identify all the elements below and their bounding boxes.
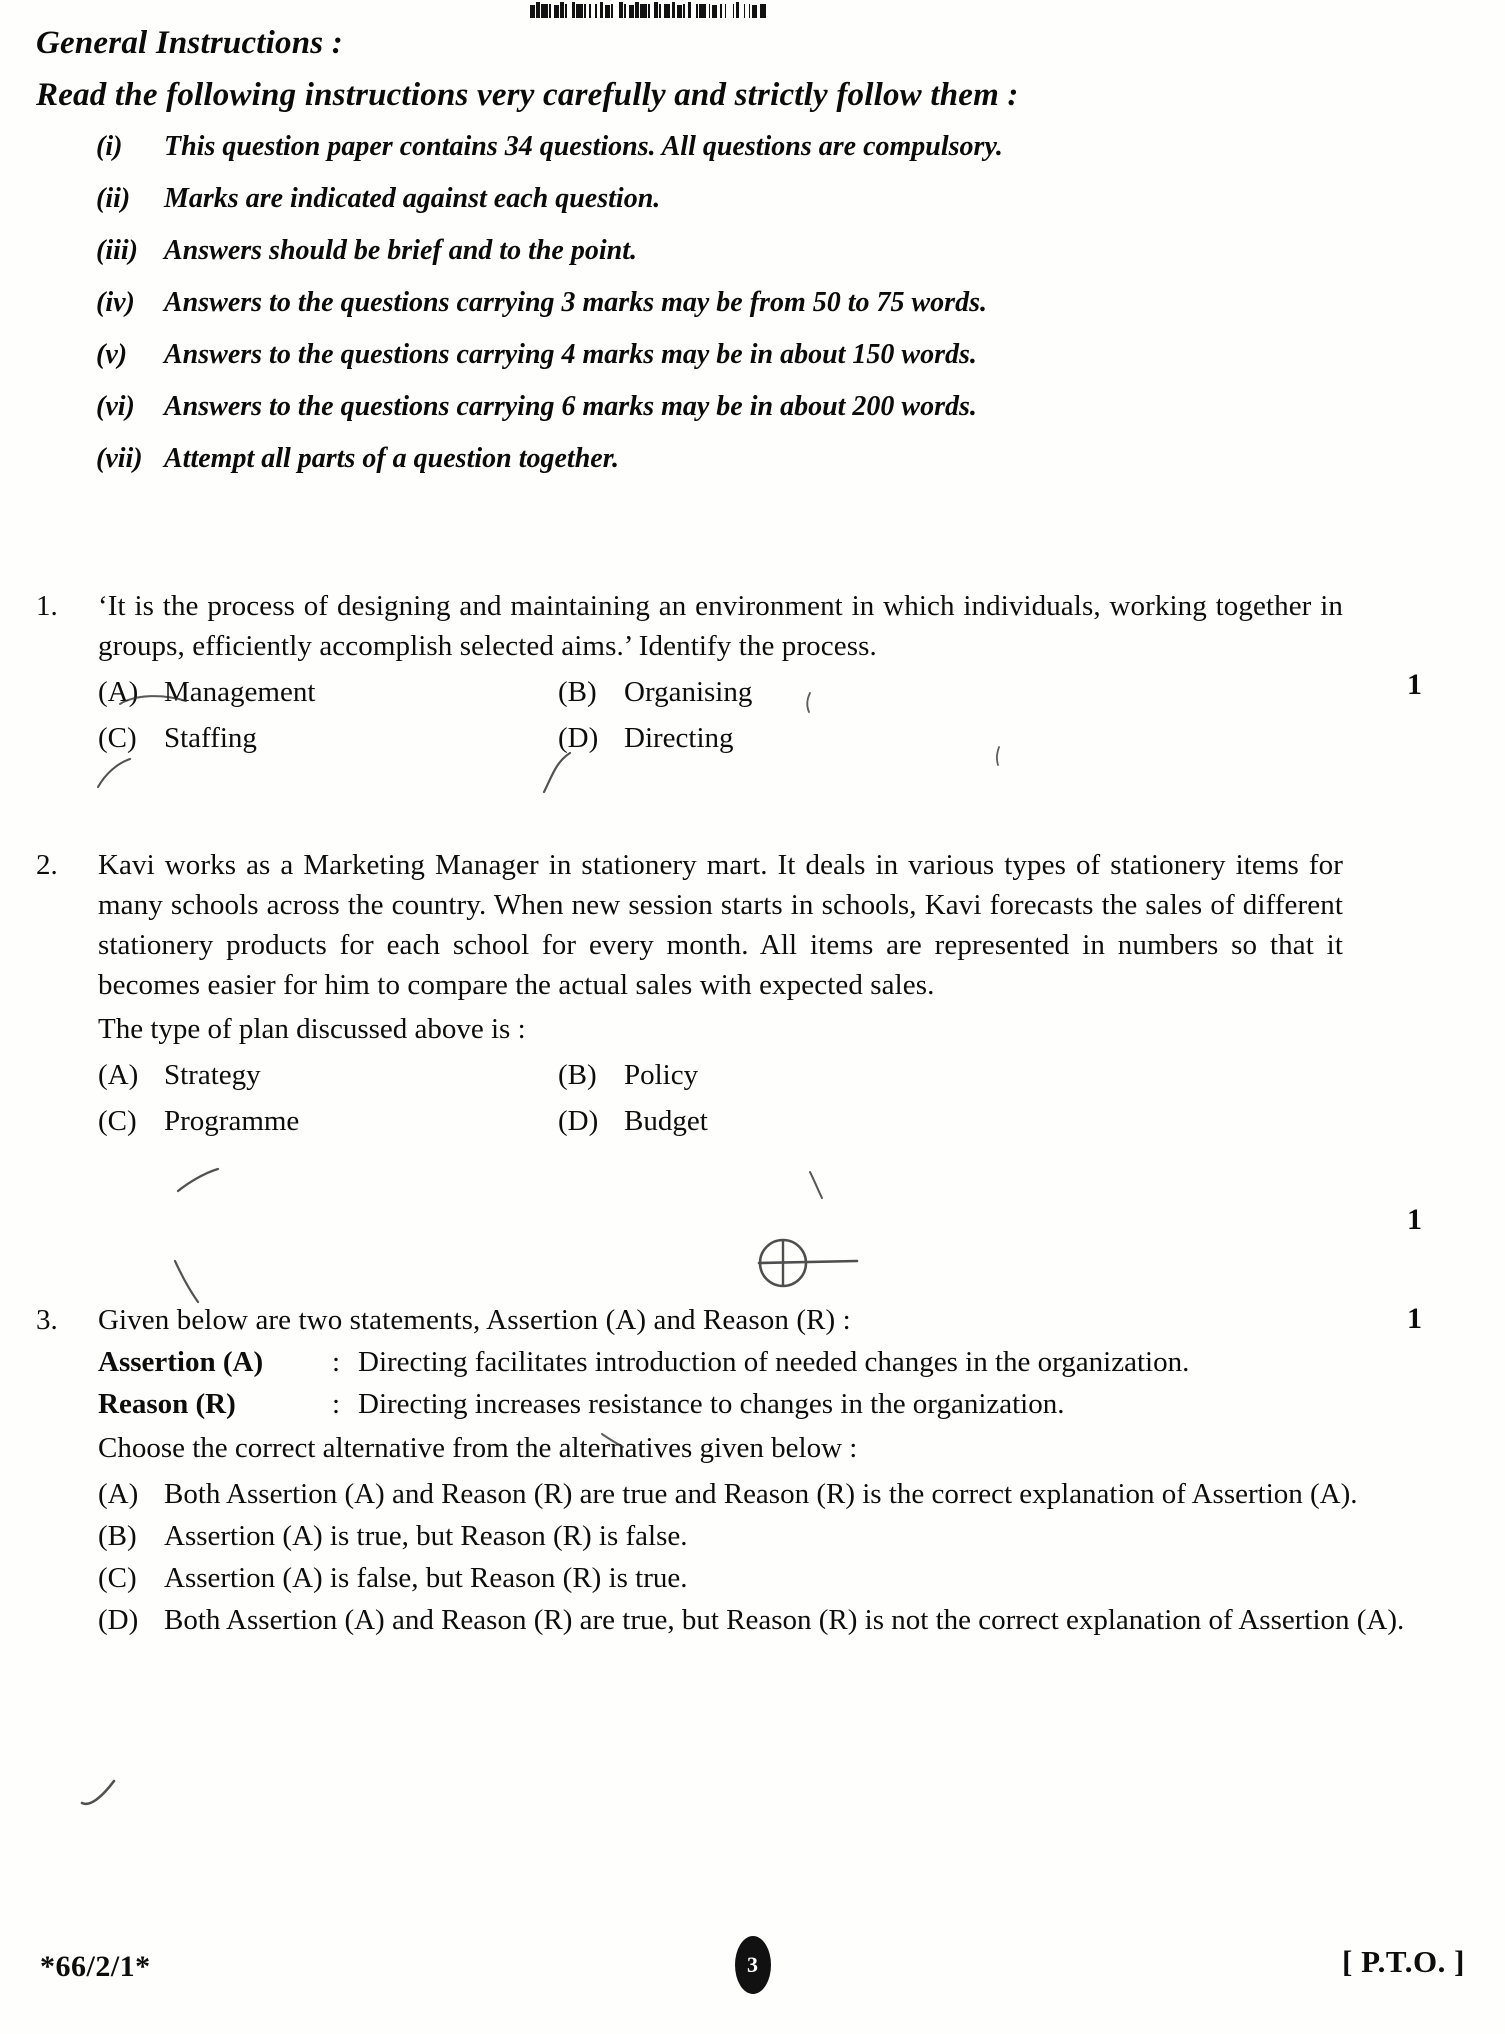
paper-code: *66/2/1* [40, 1950, 151, 1983]
option-d[interactable] [558, 1101, 1466, 1141]
pencil-mark-option-c-icon [172, 1258, 206, 1306]
instruction-number: (iii) [96, 235, 138, 267]
option-label: Organising [624, 676, 753, 709]
question-text: Given below are two statements, Assertion (A) and Reason (R) : [98, 1304, 851, 1336]
question-number: 1. [36, 590, 58, 622]
general-instructions-block [36, 22, 1436, 497]
assertion-text: Directing facilitates introduction of needed changes in the organization. [358, 1346, 1190, 1379]
pencil-mark-option-a-icon [96, 757, 134, 791]
option-key: (A) [98, 676, 139, 709]
instruction-number: (vii) [96, 443, 143, 475]
instruction-item [36, 445, 1436, 473]
assertion-key: Assertion (A) [98, 1346, 264, 1379]
page-number-badge: 3 [735, 1936, 771, 1994]
reason-colon: : [332, 1388, 341, 1421]
option-label: Both Assertion (A) and Reason (R) are true, but Reason (R) is not the correct explanation of Assertion (A). [164, 1604, 1405, 1637]
instruction-number: (iv) [96, 287, 135, 319]
instruction-text: This question paper contains 34 questions. All questions are compulsory. [164, 131, 1003, 163]
marks-value: 1 [1407, 668, 1422, 701]
option-label: Both Assertion (A) and Reason (R) are true and Reason (R) is the correct explanation of Assertion (A). [164, 1478, 1358, 1511]
reason-row [98, 1384, 1466, 1424]
question-3 [36, 1300, 1466, 1642]
option-d[interactable] [558, 718, 1466, 758]
instruction-text: Attempt all parts of a question together. [164, 443, 620, 475]
option-key: (C) [98, 722, 137, 755]
question-text: Kavi works as a Marketing Manager in stationery mart. It deals in various types of stationery items for many schools across the country. When new session starts in schools, Kavi forecasts the sales of different stationery products for each school for every month. All items are represented in numbers so that it becomes easier for him to compare the actual sales with expected sales. [98, 849, 1343, 1002]
instruction-number: (vi) [96, 391, 135, 423]
pencil-mark-option-a-icon [176, 1165, 222, 1195]
instruction-text: Marks are indicated against each question. [164, 183, 661, 215]
assertion-colon: : [332, 1346, 341, 1379]
barcode [530, 0, 840, 18]
option-c[interactable] [98, 718, 558, 758]
marks-value: 1 [1407, 1302, 1422, 1335]
instruction-number: (v) [96, 339, 128, 371]
question-2 [36, 845, 1466, 1236]
question-3-options [98, 1474, 1466, 1640]
question-1 [36, 586, 1466, 758]
instruction-item [36, 289, 1436, 317]
option-key: (A) [98, 1478, 139, 1511]
option-key: (B) [558, 1059, 597, 1092]
instruction-item [36, 185, 1436, 213]
instruction-item [36, 393, 1436, 421]
instruction-item [36, 133, 1436, 161]
option-key: (A) [98, 1059, 139, 1092]
option-c[interactable] [98, 1101, 558, 1141]
option-key: (D) [558, 1105, 599, 1138]
instruction-item [36, 341, 1436, 369]
question-prompt: The type of plan discussed above is : [98, 1013, 526, 1046]
instruction-text: Answers to the questions carrying 4 marks may be in about 150 words. [164, 339, 977, 371]
question-number: 2. [36, 849, 58, 881]
instruction-text: Answers should be brief and to the point. [164, 235, 637, 267]
question-number: 3. [36, 1304, 58, 1336]
question-prompt: Choose the correct alternative from the alternatives given below : [98, 1432, 858, 1465]
marks-value: 1 [1407, 1203, 1422, 1236]
option-b[interactable] [98, 1516, 1466, 1556]
reason-key: Reason (R) [98, 1388, 236, 1421]
option-label: Staffing [164, 722, 257, 755]
option-label: Budget [624, 1105, 708, 1138]
pencil-mark-option-b-icon [806, 1168, 832, 1202]
question-1-options [98, 668, 1466, 758]
option-a[interactable] [98, 1474, 1466, 1514]
option-key: (C) [98, 1105, 137, 1138]
option-key: (C) [98, 1562, 137, 1595]
option-label: Programme [164, 1105, 300, 1138]
instruction-number: (i) [96, 131, 123, 163]
option-key: (D) [558, 722, 599, 755]
question-text: ‘It is the process of designing and maintaining an environment in which individuals, working together in groups, efficiently accomplish selected aims.’ Identify the process. [98, 590, 1343, 663]
instruction-item [36, 237, 1436, 265]
reason-text: Directing increases resistance to changes in the organization. [358, 1388, 1065, 1421]
option-label: Assertion (A) is false, but Reason (R) is true. [164, 1562, 688, 1595]
option-label: Strategy [164, 1059, 261, 1092]
instruction-text: Answers to the questions carrying 3 marks may be from 50 to 75 words. [164, 287, 987, 319]
option-key: (B) [558, 676, 597, 709]
question-2-options [98, 1055, 1466, 1141]
instructions-heading: General Instructions : [36, 25, 343, 61]
instruction-text: Answers to the questions carrying 6 marks may be in about 200 words. [164, 391, 977, 423]
option-a[interactable] [98, 672, 558, 712]
instructions-subheading: Read the following instructions very carefully and strictly follow them : [36, 76, 1019, 113]
option-b[interactable] [558, 1055, 1466, 1095]
pencil-strikethrough-option-d-icon [745, 1237, 865, 1289]
option-b[interactable] [558, 668, 1466, 712]
option-label: Directing [624, 722, 734, 755]
option-key: (D) [98, 1604, 139, 1637]
pencil-tick-option-c-icon [80, 1775, 136, 1811]
option-a[interactable] [98, 1055, 558, 1095]
option-label: Assertion (A) is true, but Reason (R) is false. [164, 1520, 688, 1553]
option-label: Management [164, 676, 316, 709]
assertion-row [98, 1342, 1466, 1382]
option-key: (B) [98, 1520, 137, 1553]
option-label: Policy [624, 1059, 699, 1092]
pto-label: [ P.T.O. ] [1342, 1944, 1465, 1979]
instruction-number: (ii) [96, 183, 131, 215]
page-footer [0, 1936, 1505, 1996]
instructions-list [36, 133, 1436, 473]
option-d[interactable] [98, 1600, 1466, 1640]
option-c[interactable] [98, 1558, 1466, 1598]
